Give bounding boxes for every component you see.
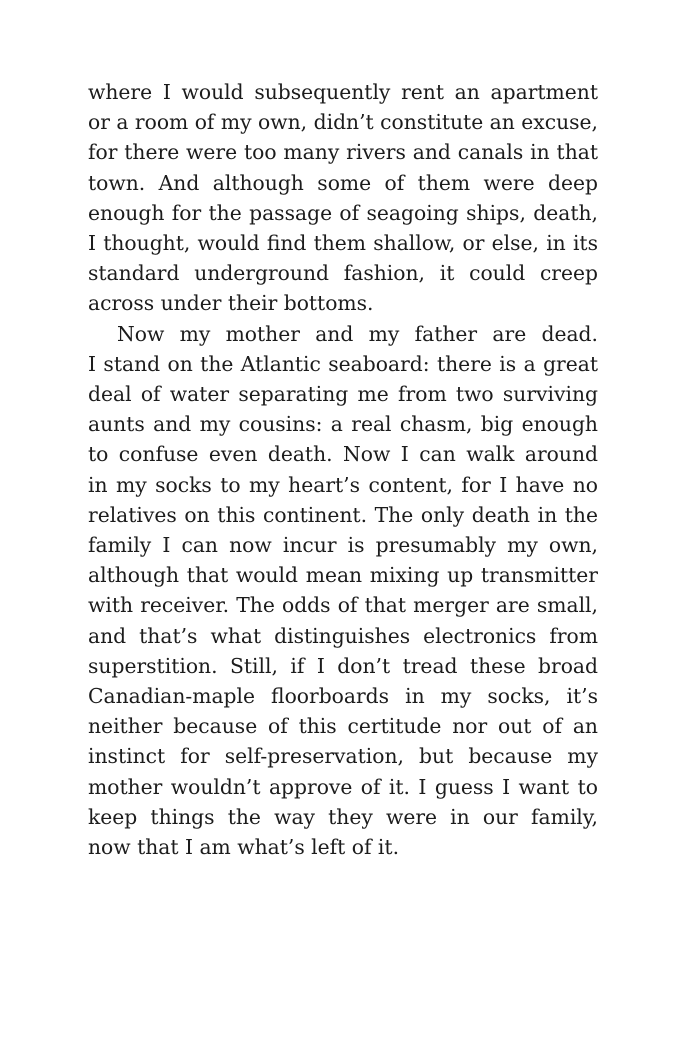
text-line: with receiver. The odds of that merger are small, (88, 593, 598, 618)
text-line: and that’s what distinguishes electronics from (88, 623, 598, 648)
text-line: where I would subsequently rent an apartment (88, 80, 598, 104)
text-line: I stand on the Atlantic seaboard: there is a great (88, 351, 598, 376)
text-line: neither because of this certitude nor out of an (88, 714, 598, 739)
text-line: I thought, would find them shallow, or else, in its (88, 231, 598, 256)
text-line: enough for the passage of seagoing ships, death, (88, 200, 598, 225)
text-line: although that would mean mixing up transmitter (88, 563, 598, 588)
text-line: instinct for self-preservation, but because my (88, 744, 598, 769)
text-line: or a room of my own, didn’t constitute an excuse, (88, 110, 598, 135)
paragraph-1 (88, 77, 598, 319)
text-line: superstition. Still, if I don’t tread these broad (88, 653, 598, 678)
text-line: aunts and my cousins: a real chasm, big enough (88, 412, 598, 437)
text-line: family I can now incur is presumably my own, (88, 533, 598, 558)
paragraph-2 (88, 319, 598, 863)
text-line: keep things the way they were in our family, (88, 804, 598, 829)
text-line: to confuse even death. Now I can walk around (88, 442, 598, 467)
body-text (88, 77, 598, 862)
text-line: Now my mother and my father are dead. (117, 321, 598, 346)
text-line: deal of water separating me from two surviving (88, 382, 598, 407)
text-line: now that I am what’s left of it. (88, 835, 400, 860)
text-line: Canadian-maple floorboards in my socks, it’s (88, 684, 598, 709)
text-line: standard underground fashion, it could creep (88, 261, 598, 286)
text-line: in my socks to my heart’s content, for I have no (88, 472, 598, 497)
text-line: for there were too many rivers and canals in that (88, 140, 598, 165)
text-line: across under their bottoms. (88, 291, 374, 316)
text-line: relatives on this continent. The only death in the (88, 502, 598, 527)
text-line: mother wouldn’t approve of it. I guess I want to (88, 774, 598, 799)
text-line: town. And although some of them were deep (88, 170, 598, 195)
